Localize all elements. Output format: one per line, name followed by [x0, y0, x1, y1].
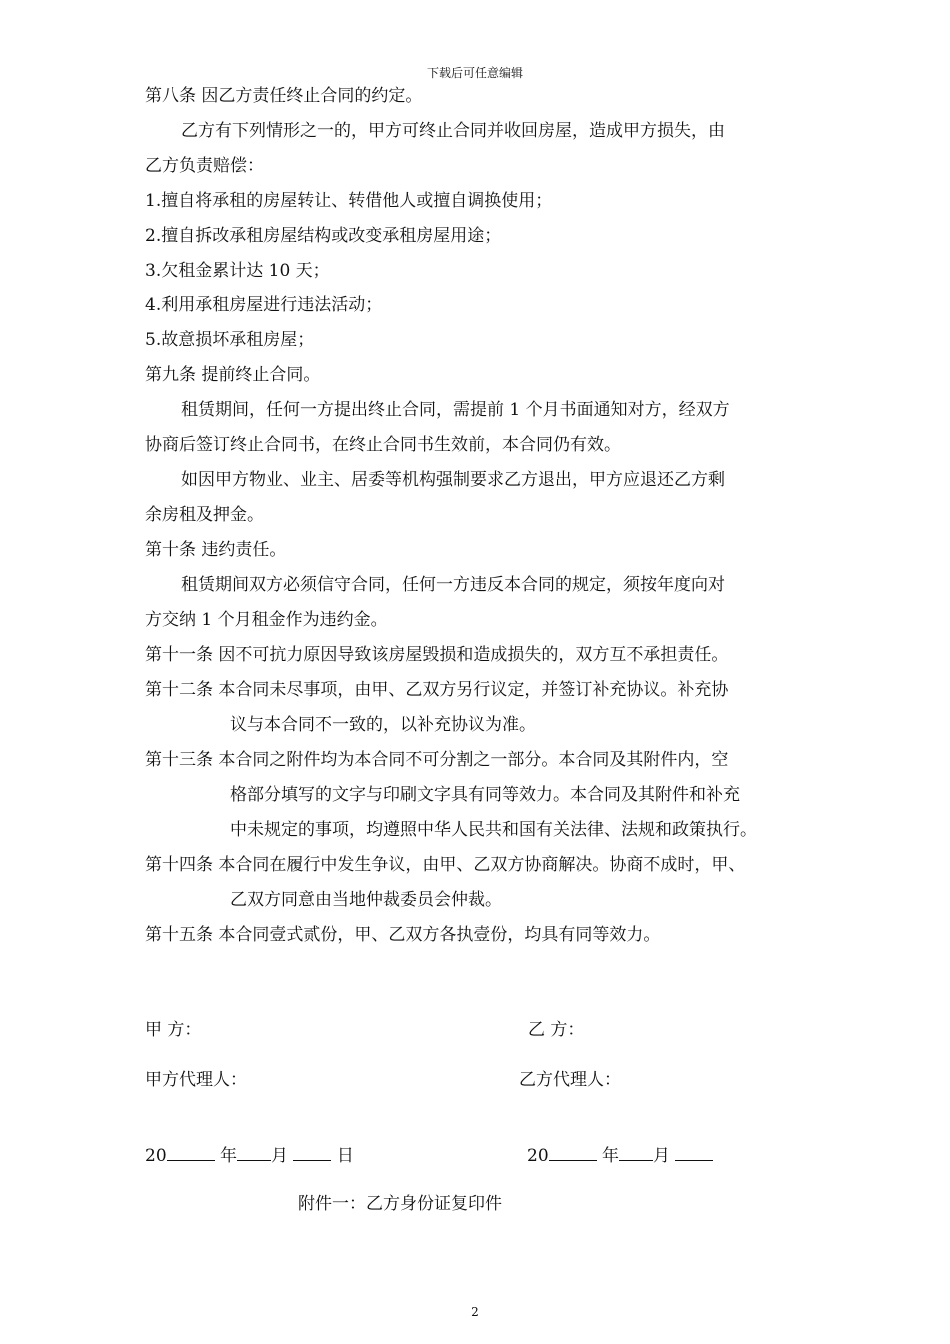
article-9-para-2-line-1: 如因甲方物业、业主、居委等机构强制要求乙方退出，甲方应退还乙方剩 [181, 470, 725, 490]
article-9-heading: 第九条 提前终止合同。 [145, 365, 321, 385]
date-b-month-label: 月 [653, 1146, 671, 1166]
date-a-year-blank[interactable] [167, 1142, 215, 1161]
article-14-line-2: 乙双方同意由当地仲裁委员会仲裁。 [230, 890, 502, 910]
page-number: 2 [471, 1305, 479, 1319]
article-15: 第十五条 本合同壹式贰份，甲、乙双方各执壹份，均具有同等效力。 [145, 925, 661, 945]
date-b-month-blank[interactable] [619, 1142, 653, 1161]
date-b-day-blank[interactable] [675, 1142, 713, 1161]
article-13-line-3: 中未规定的事项，均遵照中华人民共和国有关法律、法规和政策执行。 [230, 820, 757, 840]
party-a-agent-label: 甲方代理人： [145, 1070, 247, 1090]
date-a-year-label: 年 [220, 1146, 238, 1166]
article-10-heading: 第十条 违约责任。 [145, 540, 287, 560]
article-8-item-2: 2.擅自拆改承租房屋结构或改变承租房屋用途； [145, 226, 502, 246]
party-a-label: 甲 方： [145, 1020, 202, 1040]
article-9-para-1-line-1: 租赁期间，任何一方提出终止合同，需提前 1 个月书面通知对方，经双方 [181, 400, 730, 420]
date-b-prefix: 20 [527, 1146, 549, 1166]
article-12-line-1: 第十二条 本合同未尽事项，由甲、乙双方另行议定，并签订补充协议。补充协 [145, 680, 729, 700]
party-a-date [145, 1142, 354, 1168]
date-a-day-blank[interactable] [293, 1142, 331, 1161]
party-b-date [527, 1142, 713, 1168]
article-13-line-1: 第十三条 本合同之附件均为本合同不可分割之一部分。本合同及其附件内，空 [145, 750, 729, 770]
article-8-item-4: 4.利用承租房屋进行违法活动； [145, 295, 383, 315]
date-b-year-blank[interactable] [549, 1142, 597, 1161]
date-a-month-label: 月 [271, 1146, 289, 1166]
article-12-line-2: 议与本合同不一致的，以补充协议为准。 [230, 715, 536, 735]
date-a-month-blank[interactable] [237, 1142, 271, 1161]
article-8-item-1: 1.擅自将承租的房屋转让、转借他人或擅自调换使用； [145, 191, 553, 211]
party-b-agent-label: 乙方代理人： [519, 1070, 621, 1090]
article-13-line-2: 格部分填写的文字与印刷文字具有同等效力。本合同及其附件和补充 [230, 785, 740, 805]
article-10-para-line-2: 方交纳 1 个月租金作为违约金。 [145, 610, 388, 630]
article-9-para-1-line-2: 协商后签订终止合同书，在终止合同书生效前，本合同仍有效。 [145, 435, 621, 455]
article-8-para-line-1: 乙方有下列情形之一的，甲方可终止合同并收回房屋，造成甲方损失，由 [181, 121, 725, 141]
article-10-para-line-1: 租赁期间双方必须信守合同，任何一方违反本合同的规定，须按年度向对 [181, 575, 725, 595]
article-8-item-5: 5.故意损坏承租房屋； [145, 330, 315, 350]
date-b-year-label: 年 [602, 1146, 620, 1166]
article-8-item-3: 3.欠租金累计达 10 天； [145, 261, 330, 281]
article-14-line-1: 第十四条 本合同在履行中发生争议，由甲、乙双方协商解决。协商不成时，甲、 [145, 855, 746, 875]
article-8-para-line-2: 乙方负责赔偿： [145, 156, 264, 176]
attachment-note: 附件一：乙方身份证复印件 [298, 1194, 502, 1214]
date-a-day-label: 日 [336, 1146, 354, 1166]
page-header: 下载后可任意编辑 [426, 66, 523, 80]
article-8-heading: 第八条 因乙方责任终止合同的约定。 [145, 86, 423, 106]
article-11: 第十一条 因不可抗力原因导致该房屋毁损和造成损失的，双方互不承担责任。 [145, 645, 729, 665]
date-a-prefix: 20 [145, 1146, 167, 1166]
article-9-para-2-line-2: 余房租及押金。 [145, 505, 264, 525]
party-b-label: 乙 方： [528, 1020, 585, 1040]
